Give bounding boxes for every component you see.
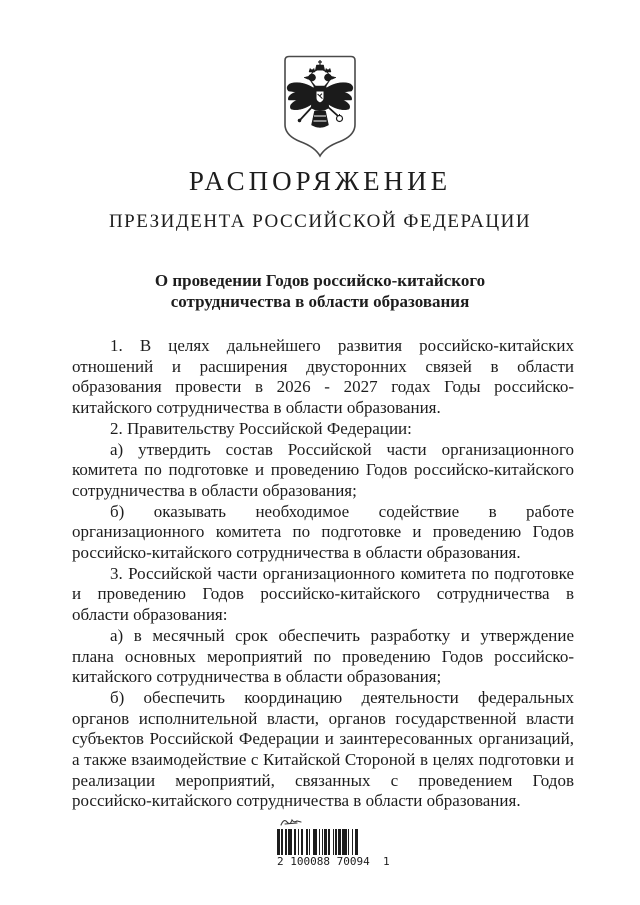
barcode [277,816,390,868]
body-paragraph-2: 2. Правительству Российской Федерации: [110,418,412,438]
body-paragraph-5: 3. Российской части организационного комитета по подготовке и проведению Годов российско-китайского сотрудничества в области образования: [72,563,574,625]
body-paragraph-3: а) утвердить состав Российской части организационного комитета по подготовке и проведению Годов российско-китайского сотрудничества в области образования; [72,439,574,500]
body-paragraph-1: 1. В целях дальнейшего развития российско-китайских отношений и расширения двусторонних связей в области образования провести в 2026 - 2027 годах Годы российско-китайского сотрудничества в области образования. [72,336,574,418]
handwritten-mark-icon [279,816,303,828]
barcode-bars [277,829,359,855]
subject-line-1: О проведении Годов российско-китайского [154,271,486,290]
document-body [72,336,574,812]
barcode-gap [358,829,359,855]
document-title: РАСПОРЯЖЕНИЕ [188,166,452,196]
body-paragraph-7: б) обеспечить координацию деятельности федеральных органов исполнительной власти, органов государственной власти субъектов Российской Федерации и заинтересованных организаций, а также взаимодействие с Китайской Стороной в целях подготовки и реализации мероприятий, связанных с проведением Годов российско-китайского сотрудничества в области образования. [72,687,574,811]
subject-heading [0,270,640,312]
document-subtitle: ПРЕЗИДЕНТА РОССИЙСКОЙ ФЕДЕРАЦИИ [108,211,532,232]
body-paragraph-6: а) в месячный срок обеспечить разработку и утверждение плана основных мероприятий по проведению Годов российско-китайского сотрудничества в области образования; [72,625,574,687]
barcode-digits: 2 100088 70094 1 [277,855,390,868]
body-paragraph-4: б) оказывать необходимое содействие в работе организационного комитета по подготовке и проведению Годов российско-китайского сотрудничества в области образования. [72,501,574,563]
subject-line-2: сотрудничества в области образования [170,292,470,311]
russian-coat-of-arms-icon [281,55,359,158]
